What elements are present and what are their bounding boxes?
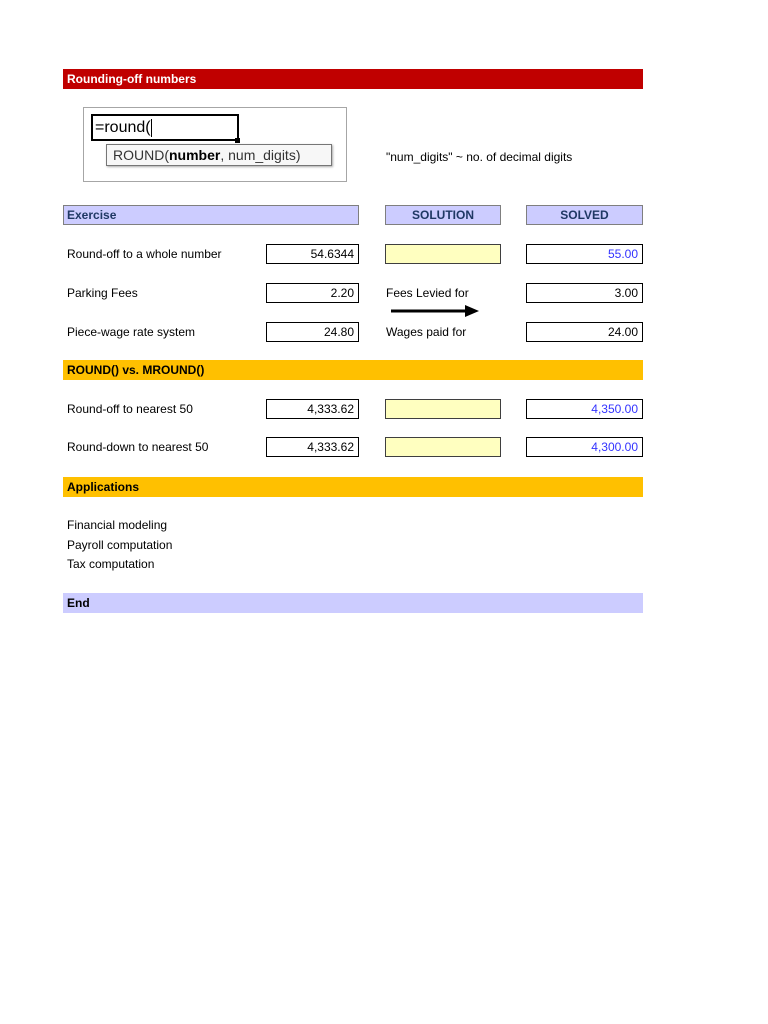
solved-cell[interactable]: 55.00 (526, 244, 643, 264)
formula-text: =round( (95, 119, 151, 136)
formula-input[interactable] (91, 114, 239, 141)
value-cell[interactable]: 2.20 (266, 283, 359, 303)
solved-cell[interactable]: 4,350.00 (526, 399, 643, 419)
solved-cell[interactable]: 4,300.00 (526, 437, 643, 457)
application-item: Financial modeling (67, 518, 168, 532)
tooltip-rest: , num_digits) (220, 147, 301, 163)
solution-cell[interactable] (385, 399, 501, 419)
exercise-header: Exercise (63, 205, 359, 225)
right-arrow-icon (389, 303, 481, 319)
num-digits-note: "num_digits" ~ no. of decimal digits (386, 150, 573, 164)
solved-cell[interactable]: 24.00 (526, 322, 643, 342)
value-cell[interactable]: 4,333.62 (266, 437, 359, 457)
solved-cell[interactable]: 3.00 (526, 283, 643, 303)
tooltip-arg-number: number (169, 147, 221, 163)
application-item: Payroll computation (67, 538, 173, 552)
solution-header: SOLUTION (385, 205, 501, 225)
text-caret (151, 119, 152, 137)
fill-handle[interactable] (235, 138, 240, 143)
section-applications: Applications (63, 477, 643, 497)
solution-cell[interactable] (385, 244, 501, 264)
fees-levied-label: Fees Levied for (386, 286, 469, 300)
application-item: Tax computation (67, 557, 155, 571)
function-tooltip (106, 144, 332, 166)
title-bar: Rounding-off numbers (63, 69, 643, 89)
row-label: Round-down to nearest 50 (67, 440, 209, 454)
end-bar: End (63, 593, 643, 613)
row-label: Round-off to nearest 50 (67, 402, 193, 416)
row-label: Round-off to a whole number (67, 247, 222, 261)
section-round-vs-mround: ROUND() vs. MROUND() (63, 360, 643, 380)
value-cell[interactable]: 24.80 (266, 322, 359, 342)
row-label: Piece-wage rate system (67, 325, 196, 339)
row-label: Parking Fees (67, 286, 138, 300)
value-cell[interactable]: 4,333.62 (266, 399, 359, 419)
solution-cell[interactable] (385, 437, 501, 457)
wages-paid-label: Wages paid for (386, 325, 467, 339)
value-cell[interactable]: 54.6344 (266, 244, 359, 264)
solved-header: SOLVED (526, 205, 643, 225)
tooltip-func: ROUND( (113, 147, 169, 163)
